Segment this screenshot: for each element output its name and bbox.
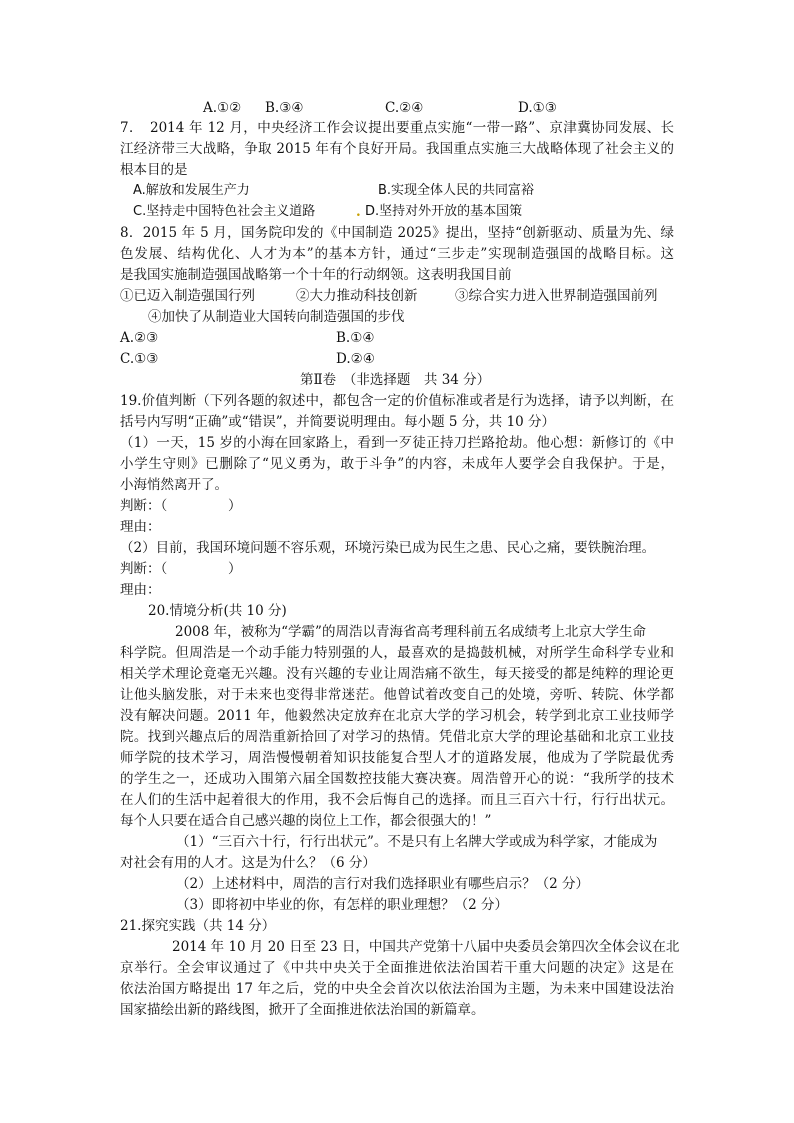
q20-title: 20.情境分析(共 10 分) — [148, 603, 287, 619]
q8-option-b: B.①④ — [336, 330, 375, 346]
q20-material-line-1: 2008 年，被称为“学霸”的周浩以青海省高考理科前五名成绩考上北京大学生命 — [175, 624, 646, 640]
q19-part1-judge — [120, 496, 242, 516]
judge-label: 判断：（ — [120, 561, 168, 577]
q20-sub1-line-2: 对社会有用的人才。这是为什么？（6 分） — [120, 855, 376, 871]
q19-part2-judge — [120, 559, 242, 579]
q19-part1-line-3: 小海悄然离开了。 — [120, 477, 228, 493]
q8-stem-line-2: 色发展、结构优化、人才为本”的基本方针，通过“三步走”实现制造强国的战略目标。这 — [120, 246, 674, 262]
q19-instruction-line-2: 括号内写明“正确”或“错误”，并简要说明理由。每小题 5 分，共 10 分） — [120, 414, 556, 430]
q19-instruction-line-1: 19.价值判断（下列各题的叙述中，都包含一定的价值标准或者是行为选择，请予以判断，在 — [120, 393, 674, 409]
section-2-title: 第Ⅱ卷 （非选择题 共 34 分） — [300, 372, 491, 388]
q20-material-line-10: 每个人只要在适合自己感兴趣的岗位上工作，都会很强大的！” — [120, 813, 492, 829]
q8-item-2: ②大力推动科技创新 — [296, 288, 418, 304]
judge-close-paren: ） — [228, 561, 242, 577]
q20-material-line-6: 院。找到兴趣点后的周浩重新拾回了对学习的热情。凭借北京大学的理论基础和北京工业技 — [120, 729, 674, 745]
q19-part1-line-2: 小学生守则》已删除了“见义勇为，敢于斗争”的内容，未成年人要学会自我保护。于是， — [120, 456, 674, 472]
q20-material-line-3: 相关学术理论竟毫无兴趣。没有兴趣的专业让周浩痛不欲生，每天接受的都是纯粹的理论更 — [120, 666, 674, 682]
q6-option-b: B.③④ — [265, 100, 304, 116]
q8-option-c: C.①③ — [120, 351, 159, 367]
q19-part1-reason: 理由： — [120, 519, 161, 535]
q8-item-3: ③综合实力进入世界制造强国前列 — [455, 288, 658, 304]
q20-material-line-7: 师学院的技术学习，周浩慢慢朝着知识技能复合型人才的道路发展，他成为了学院最优秀 — [120, 750, 674, 766]
q21-material-line-1: 2014 年 10 月 20 日至 23 日，中国共产党第十八届中央委员会第四次全体会议在北 — [172, 939, 680, 955]
q7-option-d: D.坚持对外开放的基本国策 — [365, 204, 523, 219]
q8-option-d: D.②④ — [336, 351, 375, 367]
q8-item-4: ④加快了从制造业大国转向制造强国的步伐 — [148, 309, 405, 325]
q7-option-b: B.实现全体人民的共同富裕 — [378, 183, 535, 198]
q19-part1-line-1: （1）一天，15 岁的小海在回家路上，看到一歹徒正持刀拦路抢劫。他心想：新修订的《中 — [120, 435, 674, 451]
q20-material-line-8: 的学生之一，还成功入围第六届全国数控技能大赛决赛。周浩曾开心的说：“我所学的技术 — [120, 771, 674, 787]
q8-option-a: A.②③ — [120, 330, 159, 346]
q20-material-line-4: 让他头脑发胀，对于未来也变得非常迷茫。他曾试着改变自己的处境，旁听、转院、休学都 — [120, 687, 674, 703]
q21-title: 21.探究实践（共 14 分） — [120, 918, 276, 934]
q8-item-1: ①已迈入制造强国行列 — [120, 288, 255, 304]
q19-part2-reason: 理由： — [120, 582, 161, 598]
q6-option-d: D.①③ — [518, 100, 557, 116]
q19-part2-stem: （2）目前，我国环境问题不容乐观，环境污染已成为民生之患、民心之痛，要铁腕治理。 — [120, 540, 656, 556]
judge-label: 判断：（ — [120, 498, 168, 514]
q8-stem-line-3: 是我国实施制造强国战略第一个十年的行动纲领。这表明我国目前 — [120, 267, 512, 283]
q20-material-line-2: 科学院。但周浩是一个动手能力特别强的人，最喜欢的是捣鼓机械，对所学生命科学专业和 — [120, 645, 674, 661]
q20-sub3: （3）即将初中毕业的你，有怎样的职业理想？（2 分） — [176, 897, 508, 913]
q7-option-c: C.坚持走中国特色社会主义道路 — [133, 204, 316, 219]
q7-stem-line-1: 7． 2014 年 12 月，中央经济工作会议提出要重点实施“一带一路”、京津冀协同发展、长 — [120, 120, 674, 136]
q20-material-line-5: 没有解决问题。2011 年，他毅然决定放弃在北京大学的学习机会，转学到北京工业技师学 — [120, 708, 674, 724]
q6-option-a: A.①② — [203, 100, 242, 116]
q20-material-line-9: 在人们的生活中起着很大的作用，我不会后悔自己的选择。而且三百六十行，行行出状元。 — [120, 792, 674, 808]
q21-material-line-3: 依法治国方略提出 17 年之后，党的中央全会首次以依法治国为主题，为未来中国建设法治 — [120, 981, 674, 997]
q20-sub1-line-1: （1）“三百六十行，行行出状元”。不是只有上名牌大学或成为科学家，才能成为 — [176, 834, 658, 850]
q7-stem-line-3: 根本目的是 — [120, 162, 188, 178]
q20-sub2: （2）上述材料中，周浩的言行对我们选择职业有哪些启示？（2 分） — [176, 876, 589, 892]
q7-stem-line-2: 江经济带三大战略，争取 2015 年有个良好开局。我国重点实施三大战略体现了社会主义的 — [120, 141, 674, 157]
q7-option-a: A.解放和发展生产力 — [133, 183, 250, 198]
q21-material-line-2: 京举行。全会审议通过了《中共中央关于全面推进依法治国若干重大问题的决定》这是在 — [120, 960, 674, 976]
judge-close-paren: ） — [228, 498, 242, 514]
q21-material-line-4: 国家描绘出新的路线图，掀开了全面推进依法治国的新篇章。 — [120, 1002, 485, 1018]
q6-option-c: C.②④ — [385, 100, 424, 116]
q8-stem-line-1: 8．2015 年 5 月，国务院印发的《中国制造 2025》提出，坚持“创新驱动、质量为先、绿 — [120, 225, 674, 241]
decorative-dot-mark: . — [356, 204, 361, 220]
